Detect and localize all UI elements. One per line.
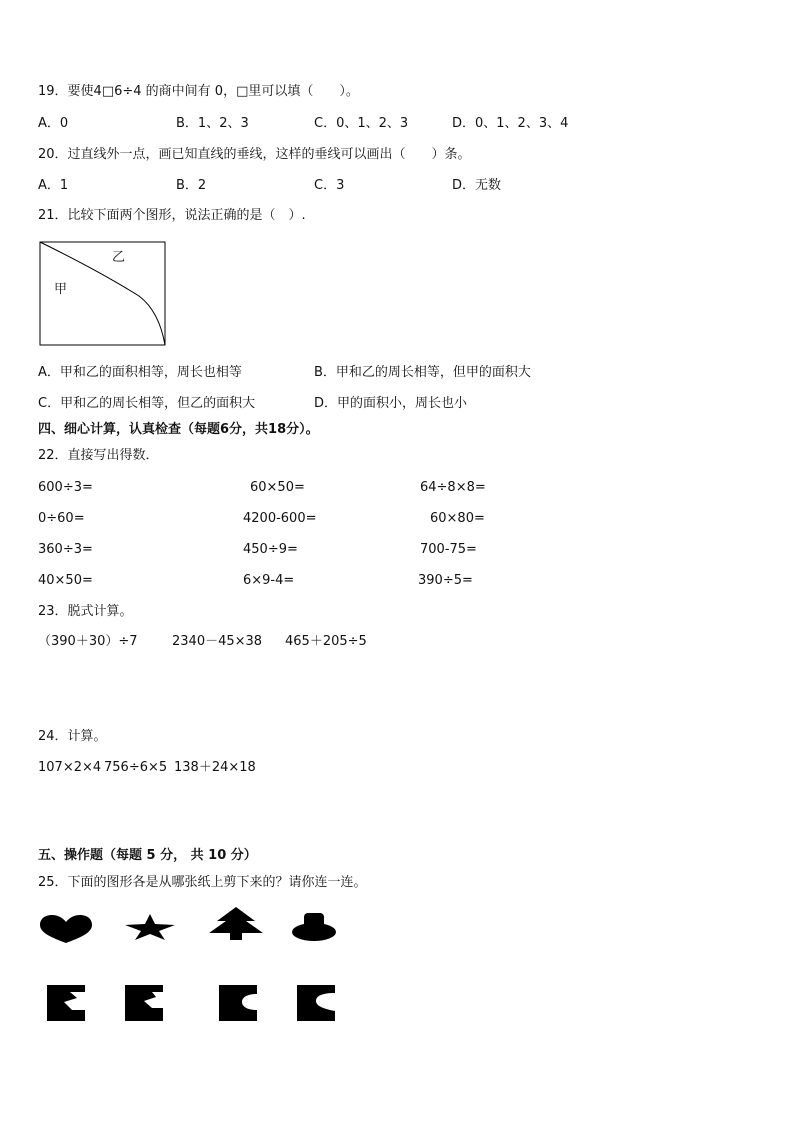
q20-option-b: B．2 [176,178,207,193]
star-icon [124,913,176,941]
q20-option-d: D．无数 [452,178,502,193]
q22-cell: 4200-600= [243,511,317,526]
tree-icon [208,907,264,941]
section-4-title: 四、细心计算，认真检查（每题6分，共18分）。 [38,422,319,437]
q19-stem: 19．要使4□6÷4 的商中间有 0，□里可以填（ ）。 [38,84,359,99]
q22-cell: 40×50= [38,573,93,588]
mushroom-icon [290,912,338,942]
q19-option-c: C．0、1、2、3 [314,116,409,131]
q24-item: 756÷6×5 [104,760,168,775]
q20-option-c: C．3 [314,178,345,193]
q23-item: 2340－45×38 [172,634,263,649]
q22-cell: 390÷5= [418,573,473,588]
q22-cell: 450÷9= [243,542,298,557]
q22-cell: 700-75= [420,542,477,557]
folded-paper-arc-icon [218,984,258,1022]
q21-option-a: A．甲和乙的面积相等，周长也相等 [38,365,242,380]
q22-cell: 60×80= [430,511,485,526]
q22-cell: 600÷3= [38,480,93,495]
folded-paper-step-icon [124,984,164,1022]
q23-stem: 23．脱式计算。 [38,604,133,619]
q21-label-jia: 甲 [54,282,68,297]
q24-item: 138＋24×18 [174,760,256,775]
q21-label-yi: 乙 [112,250,126,265]
q22-cell: 64÷8×8= [420,480,486,495]
q25-stem: 25．下面的图形各是从哪张纸上剪下来的？请你连一连。 [38,875,367,890]
q20-stem: 20．过直线外一点，画已知直线的垂线，这样的垂线可以画出（ ）条。 [38,147,471,162]
q22-cell: 60×50= [250,480,305,495]
q19-option-d: D．0、1、2、3、4 [452,116,569,131]
folded-paper-curve-icon [296,984,336,1022]
q19-option-b: B．1、2、3 [176,116,249,131]
heart-icon [38,914,94,944]
q21-option-b: B．甲和乙的周长相等，但甲的面积大 [314,365,531,380]
q22-cell: 360÷3= [38,542,93,557]
q21-stem: 21．比较下面两个图形，说法正确的是（ ）. [38,208,306,223]
q22-cell: 6×9-4= [243,573,295,588]
folded-paper-zigzag-icon [46,984,86,1022]
q22-stem: 22．直接写出得数． [38,448,159,463]
q23-item: 465＋205÷5 [285,634,367,649]
q20-option-a: A．1 [38,178,69,193]
q23-item: （390＋30）÷7 [38,634,138,649]
q22-cell: 0÷60= [38,511,85,526]
q21-option-c: C．甲和乙的周长相等，但乙的面积大 [38,396,256,411]
q24-stem: 24．计算。 [38,729,107,744]
q21-option-d: D．甲的面积小，周长也小 [314,396,468,411]
q24-item: 107×2×4 [38,760,102,775]
q19-option-a: A．0 [38,116,69,131]
section-5-title: 五、操作题（每题 5 分， 共 10 分） [38,848,257,863]
